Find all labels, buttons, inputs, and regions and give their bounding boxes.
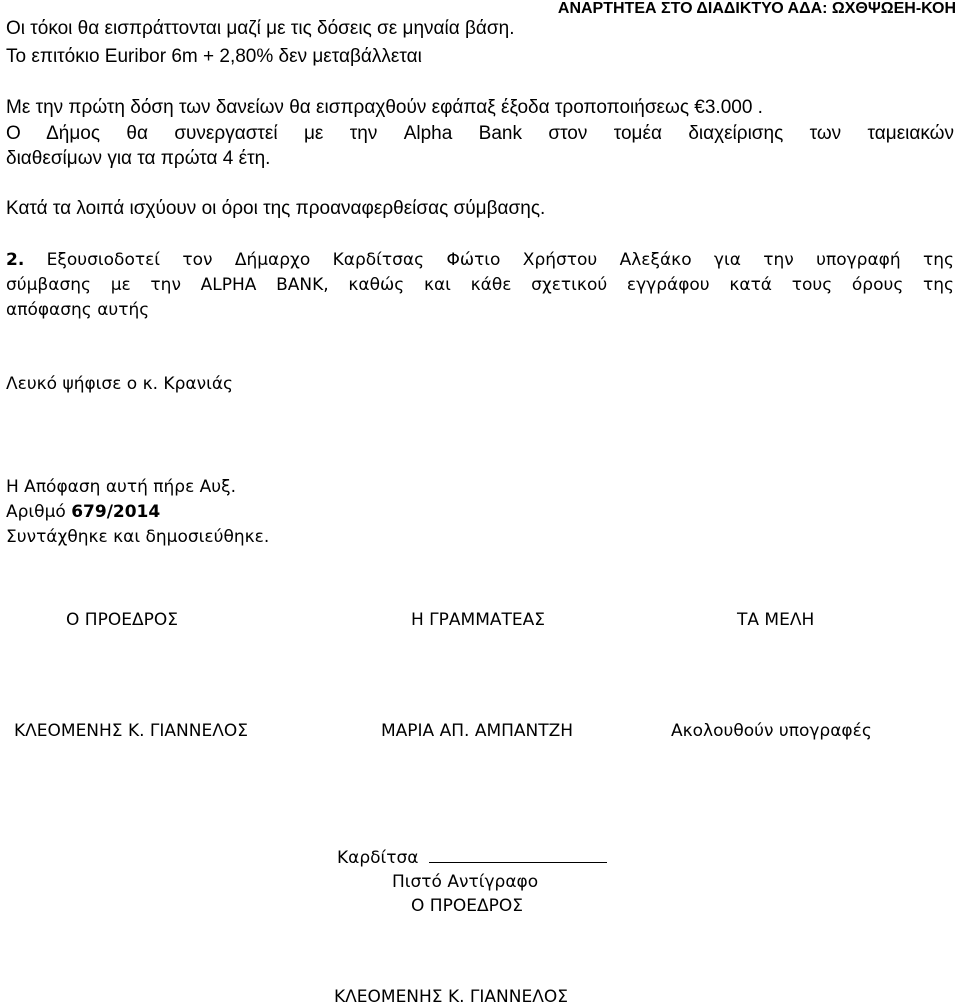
certification-place-line <box>337 848 607 868</box>
document-header-ada: ΑΝΑΡΤΗΤΕΑ ΣΤΟ ΔΙΑΔΙΚΤΥΟ ΑΔΑ: ΩΧΘΨΩΕΗ-ΚΟΗ <box>557 0 956 17</box>
members-note: Ακολουθούν υπογραφές <box>671 721 872 741</box>
item2-text-1: Εξουσιοδοτεί τον Δήμαρχο Καρδίτσας Φώτιο Χρήστου Αλεξάκο για την υπογραφή της <box>46 250 954 270</box>
decision-line: Η Απόφαση αυτή πήρε Αυξ. <box>6 477 237 497</box>
true-copy-label: Πιστό Αντίγραφο <box>392 872 539 892</box>
certification-president-name: ΚΛΕΟΜΕΝΗΣ Κ. ΓΙΑΝΝΕΛΟΣ <box>334 987 568 1007</box>
item2-number: 2. <box>6 250 25 270</box>
vote-note: Λευκό ψήφισε ο κ. Κρανιάς <box>6 374 234 394</box>
item2-line2: σύμβασης με την ALPHA BANK, καθώς και κάθε σχετικού εγγράφου κατά τους όρους της <box>6 275 954 295</box>
decision-number-label: Αριθμό <box>6 502 66 522</box>
president-title: Ο ΠΡΟΕΔΡΟΣ <box>66 610 178 630</box>
president-name: ΚΛΕΟΜΕΝΗΣ Κ. ΓΙΑΝΝΕΛΟΣ <box>14 721 248 741</box>
date-blank-line <box>429 848 607 863</box>
members-title: ΤΑ ΜΕΛΗ <box>737 610 815 630</box>
interest-line: Οι τόκοι θα εισπράττονται μαζί με τις δόσεις σε μηναία βάση. <box>6 18 515 39</box>
other-terms-line: Κατά τα λοιπά ισχύουν οι όροι της προαναφερθείσας σύμβασης. <box>6 198 546 219</box>
certification-place: Καρδίτσα <box>337 848 419 868</box>
item2-line1 <box>6 250 954 270</box>
euribor-line: Το επιτόκιο Euribor 6m + 2,80% δεν μεταβάλλεται <box>6 46 422 67</box>
item2-line3: απόφασης αυτής <box>6 300 150 320</box>
decision-number: 679/2014 <box>71 502 161 522</box>
secretary-title: Η ΓΡΑΜΜΑΤΕΑΣ <box>411 610 545 630</box>
secretary-name: ΜΑΡΙΑ ΑΠ. ΑΜΠΑΝΤΖΗ <box>381 721 574 741</box>
decision-number-line <box>6 502 160 522</box>
certification-president-title: Ο ΠΡΟΕΔΡΟΣ <box>411 896 523 916</box>
published-line: Συντάχθηκε και δημοσιεύθηκε. <box>6 527 270 547</box>
fees-line: Με την πρώτη δόση των δανείων θα εισπραχθούν εφάπαξ έξοδα τροποποιήσεως €3.000 . <box>6 97 763 118</box>
cash-management-line: διαθεσίμων για τα πρώτα 4 έτη. <box>6 148 271 169</box>
alpha-bank-line: Ο Δήμος θα συνεργαστεί με την Alpha Bank στον τομέα διαχείρισης των ταμειακών <box>6 123 954 144</box>
